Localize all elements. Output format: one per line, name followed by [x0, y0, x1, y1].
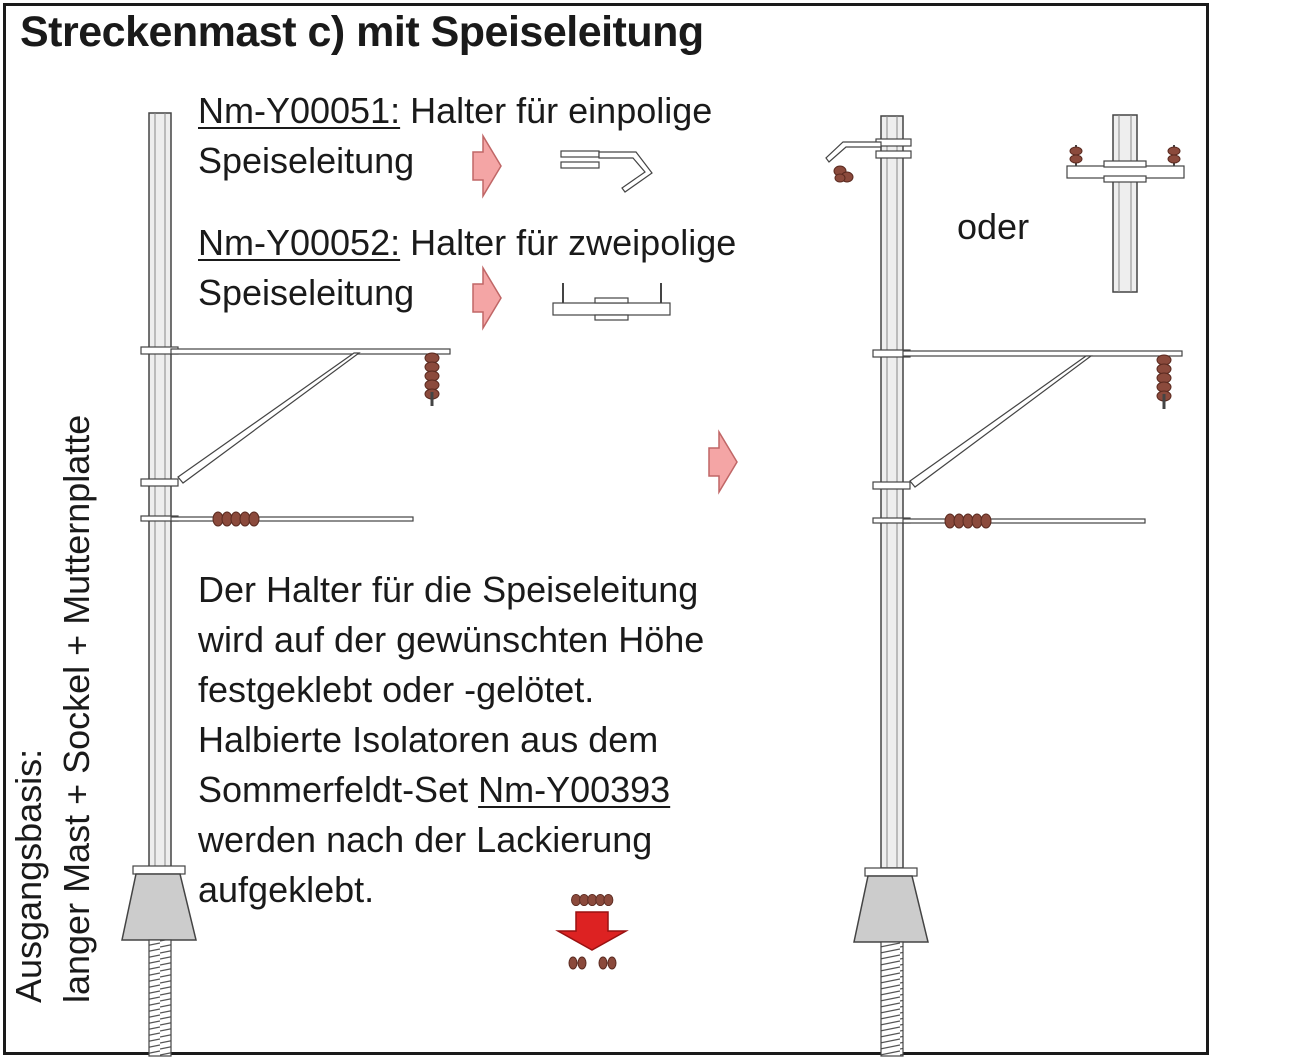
description-line-2: wird auf der gewünschten Höhe	[198, 619, 705, 660]
left-mast-thread	[149, 940, 171, 1056]
description-line-4: Halbierte Isolatoren aus dem	[198, 719, 659, 760]
left-lower-arm	[141, 512, 413, 526]
left-mast-base	[122, 874, 196, 940]
right-lower-arm	[873, 514, 1145, 528]
holder1-line2: Speiseleitung	[198, 140, 415, 181]
holder2-description: Halter für zweipolige	[400, 222, 737, 263]
side-label	[5, 3, 115, 1003]
holder1-part-number: Nm-Y00051:	[198, 90, 401, 131]
holder2-line2: Speiseleitung	[198, 272, 415, 313]
left-horizontal-insulator	[213, 512, 259, 526]
arrow-result	[709, 432, 737, 492]
left-mast-pole	[149, 113, 171, 868]
right-horizontal-insulator	[945, 514, 991, 528]
right-cross-arm	[873, 350, 1182, 489]
description-set-number: Nm-Y00393	[478, 769, 671, 810]
left-nut-plate	[133, 866, 185, 874]
holder1-description: Halter für einpolige	[400, 90, 713, 131]
two-pole-holder-part	[553, 283, 670, 320]
oder-label: oder	[957, 206, 1030, 247]
two-pole-holder-detail	[1067, 115, 1184, 292]
side-label-line-1: Ausgangsbasis:	[8, 748, 49, 1003]
arrow-holder1	[473, 136, 501, 196]
page-title: Streckenmast c) mit Speiseleitung	[20, 8, 704, 56]
single-pole-holder-part	[561, 151, 652, 192]
right-mast-base	[854, 876, 928, 942]
description-line-1: Der Halter für die Speiseleitung	[198, 569, 699, 610]
right-mast-pole	[881, 116, 903, 868]
halved-insulator-legend	[558, 894, 626, 969]
holder1-label	[198, 86, 712, 136]
description-line-7: aufgeklebt.	[198, 869, 375, 910]
description-line-3: festgeklebt oder -gelötet.	[198, 669, 595, 710]
holder2-part-number: Nm-Y00052:	[198, 222, 401, 263]
side-label-line-2: langer Mast + Sockel + Mutternplatte	[56, 414, 97, 1003]
red-down-arrow	[558, 912, 626, 950]
whole-insulator	[572, 894, 613, 905]
arrow-holder2	[473, 268, 501, 328]
left-cross-arm	[141, 347, 450, 486]
description-line-6: werden nach der Lackierung	[198, 819, 653, 860]
description-line-5	[198, 765, 670, 815]
description-set-prefix: Sommerfeldt-Set	[198, 769, 479, 810]
holder2-label	[198, 218, 736, 268]
right-mast-thread	[881, 942, 903, 1056]
right-nut-plate	[865, 868, 917, 876]
